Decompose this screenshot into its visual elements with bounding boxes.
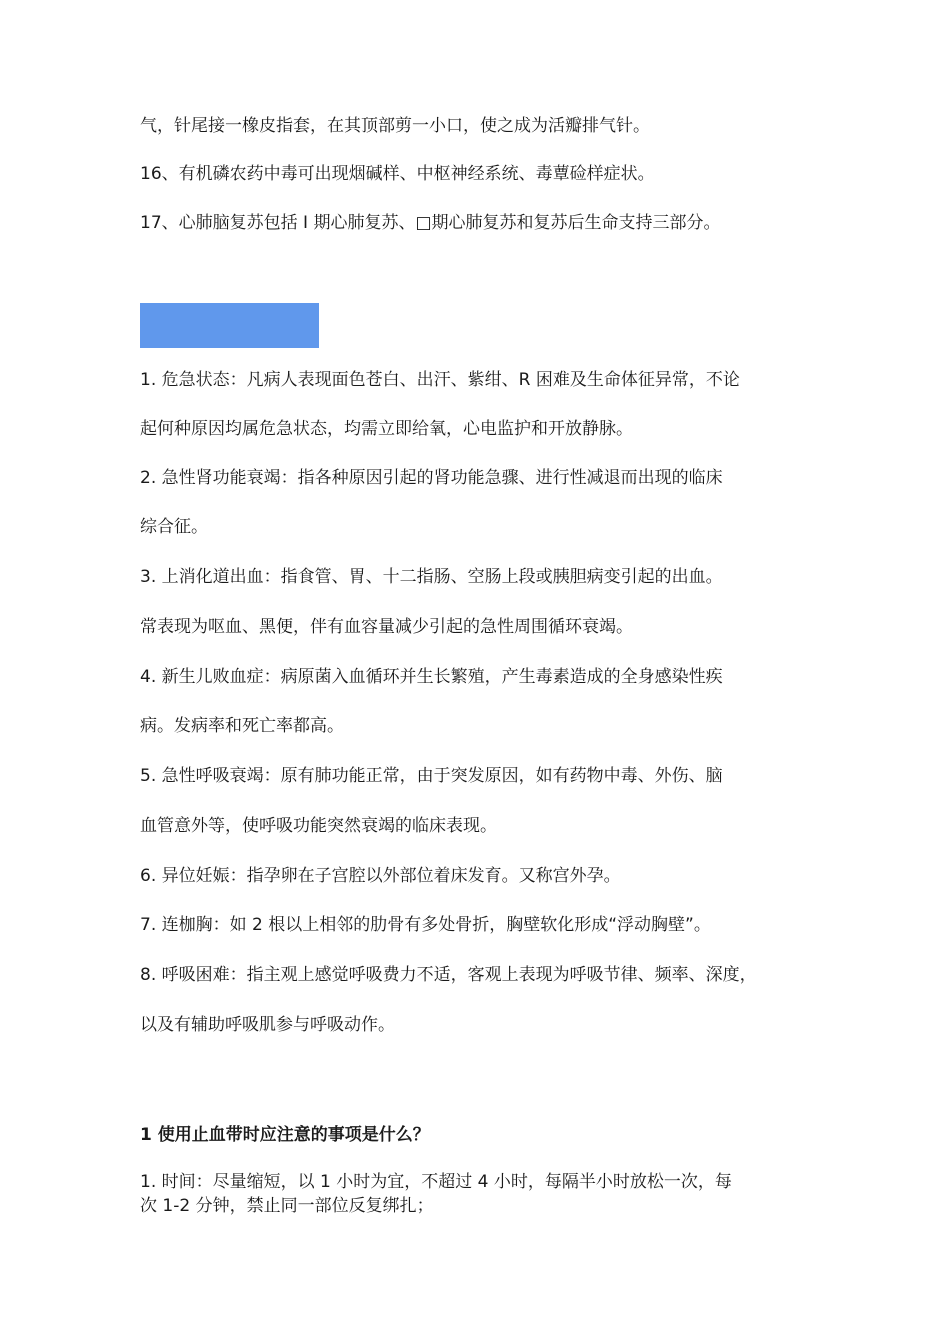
definition-line: 6. 异位妊娠：指孕卵在子宫腔以外部位着床发育。又称宫外孕。 — [140, 866, 621, 886]
answer-line: 1. 时间：尽量缩短，以 1 小时为宜，不超过 4 小时，每隔半小时放松一次，每 — [140, 1172, 732, 1192]
intro-line-2: 16、有机磷农药中毒可出现烟碱样、中枢神经系统、毒蕈硷样症状。 — [140, 164, 655, 184]
definition-line: 7. 连枷胸：如 2 根以上相邻的肋骨有多处骨折，胸壁软化形成“浮动胸壁”。 — [140, 915, 711, 935]
section-header-bar — [140, 303, 319, 348]
intro-line-1: 气，针尾接一橡皮指套，在其顶部剪一小口，使之成为活瓣排气针。 — [140, 116, 650, 136]
definition-line: 3. 上消化道出血：指食管、胃、十二指肠、空肠上段或胰胆病变引起的出血。 — [140, 567, 723, 587]
definition-line: 以及有辅助呼吸肌参与呼吸动作。 — [140, 1015, 395, 1035]
answer-line: 次 1-2 分钟，禁止同一部位反复绑扎； — [140, 1196, 434, 1216]
definition-line: 4. 新生儿败血症：病原菌入血循环并生长繁殖，产生毒素造成的全身感染性疾 — [140, 667, 723, 687]
definition-line: 起何种原因均属危急状态，均需立即给氧，心电监护和开放静脉。 — [140, 419, 633, 439]
definition-line: 常表现为呕血、黑便，伴有血容量减少引起的急性周围循环衰竭。 — [140, 617, 633, 637]
intro-line-3: 17、心肺脑复苏包括 I 期心肺复苏、□期心肺复苏和复苏后生命支持三部分。 — [140, 213, 721, 233]
definition-line: 1. 危急状态：凡病人表现面色苍白、出汗、紫绀、R 困难及生命体征异常，不论 — [140, 370, 740, 390]
definition-line: 2. 急性肾功能衰竭：指各种原因引起的肾功能急骤、进行性减退而出现的临床 — [140, 468, 723, 488]
definition-line: 综合征。 — [140, 517, 208, 537]
question-heading: 1 使用止血带时应注意的事项是什么？ — [140, 1125, 430, 1145]
definition-line: 血管意外等，使呼吸功能突然衰竭的临床表现。 — [140, 816, 497, 836]
definition-line: 病。发病率和死亡率都高。 — [140, 716, 344, 736]
definition-line: 5. 急性呼吸衰竭：原有肺功能正常，由于突发原因，如有药物中毒、外伤、脑 — [140, 766, 723, 786]
definition-line: 8. 呼吸困难：指主观上感觉呼吸费力不适，客观上表现为呼吸节律、频率、深度， — [140, 965, 757, 985]
